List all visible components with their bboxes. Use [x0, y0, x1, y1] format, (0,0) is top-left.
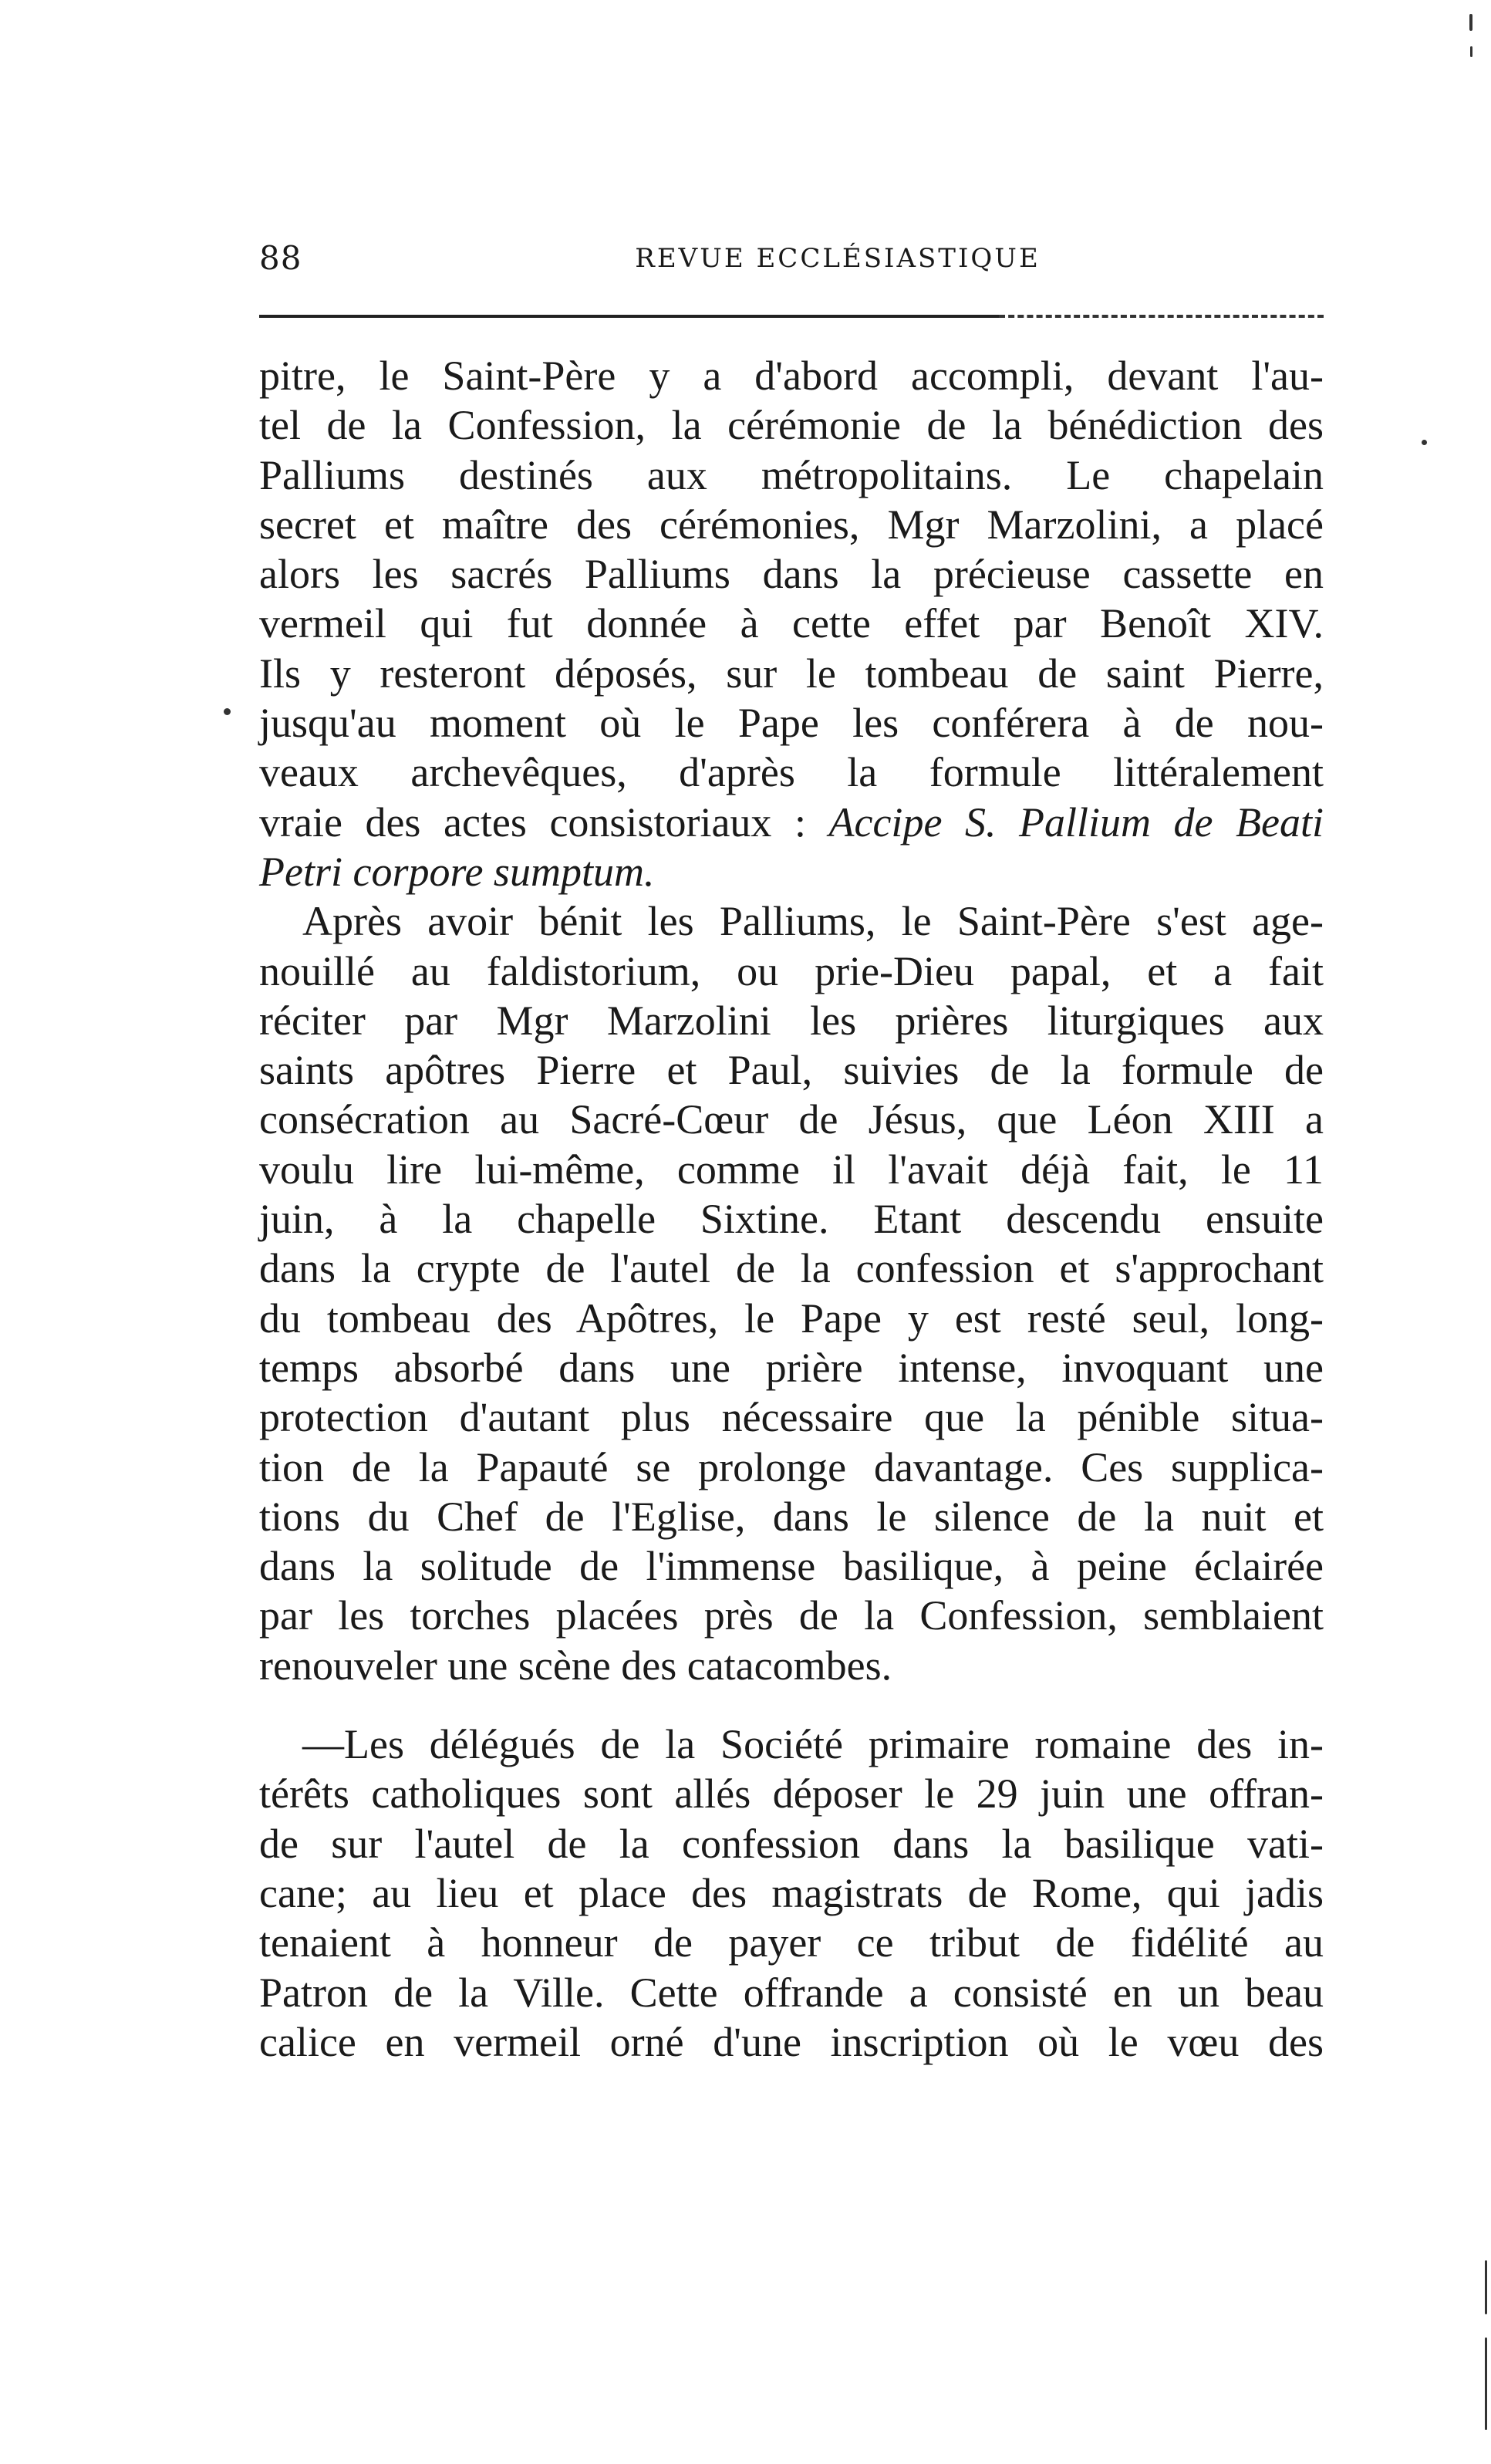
text-line: réciter par Mgr Marzolini les prières liturgiques aux — [259, 997, 1324, 1044]
text-line: de sur l'autel de la confession dans la basilique vati- — [259, 1820, 1324, 1867]
text-line: temps absorbé dans une prière intense, invoquant une — [259, 1344, 1324, 1391]
text-line: calice en vermeil orné d'une inscription où le vœu des — [259, 2018, 1324, 2065]
latin-quote-part-a: Accipe S. Pallium de Beati — [828, 798, 1324, 846]
text-line: cane; au lieu et place des magistrats de Rome, qui jadis — [259, 1869, 1324, 1916]
text-line: nouillé au faldistorium, ou prie-Dieu papal, et a fait — [259, 947, 1324, 994]
text-line: protection d'autant plus nécessaire que la pénible situa- — [259, 1394, 1324, 1441]
text-line: dans la solitude de l'immense basilique, à peine éclairée — [259, 1543, 1324, 1590]
scan-speck — [224, 708, 231, 715]
text-line: jusqu'au moment où le Pape les conférera à de nou- — [259, 700, 1324, 747]
latin-quote-part-b: Petri corpore sumptum. — [259, 848, 655, 895]
header-rule-dashed-end — [999, 315, 1324, 318]
text-line: consécration au Sacré-Cœur de Jésus, que Léon XIII a — [259, 1096, 1324, 1143]
text-line: vermeil qui fut donnée à cette effet par Benoît XIV. — [259, 600, 1324, 647]
text-line: tion de la Papauté se prolonge davantage. Ces supplica- — [259, 1443, 1324, 1490]
text-line: tel de la Confession, la cérémonie de la bénédiction des — [259, 402, 1324, 449]
text-line — [259, 847, 1324, 896]
text-line: Après avoir bénit les Palliums, le Saint-Père s'est age- — [302, 898, 1324, 945]
text-line: secret et maître des cérémonies, Mgr Marzolini, a placé — [259, 501, 1324, 548]
text-line-with-quote — [259, 798, 1324, 847]
text-line: pitre, le Saint-Père y a d'abord accompli, devant l'au- — [259, 353, 1324, 399]
text-line: saints apôtres Pierre et Paul, suivies de la formule de — [259, 1047, 1324, 1094]
text-line: —Les délégués de la Société primaire romaine des in- — [302, 1721, 1324, 1768]
page-number: 88 — [259, 239, 302, 277]
text-line: renouveler une scène des catacombes. — [259, 1642, 892, 1689]
text-line: par les torches placées près de la Confession, semblaient — [259, 1592, 1324, 1639]
text-line: tions du Chef de l'Eglise, dans le silence de la nuit et — [259, 1493, 1324, 1540]
text-line: veaux archevêques, d'après la formule littéralement — [259, 749, 1324, 796]
text-run: vraie des actes consistoriaux : — [259, 798, 829, 846]
text-line: tenaient à honneur de payer ce tribut de fidélité au — [259, 1919, 1324, 1966]
text-line: du tombeau des Apôtres, le Pape y est resté seul, long- — [259, 1294, 1324, 1342]
body-text — [259, 351, 1324, 2067]
text-line: juin, à la chapelle Sixtine. Etant descendu ensuite — [259, 1196, 1324, 1243]
text-line: Patron de la Ville. Cette offrande a consisté en un beau — [259, 1969, 1324, 2016]
paragraph-gap — [259, 1690, 1324, 1720]
running-head — [259, 235, 1324, 282]
text-line: Ils y resteront déposés, sur le tombeau de saint Pierre, — [259, 650, 1324, 697]
scan-speck — [1485, 2337, 1487, 2430]
running-title: REVUE ECCLÉSIASTIQUE — [635, 243, 1041, 274]
text-line: Palliums destinés aux métropolitains. Le chapelain — [259, 451, 1324, 498]
scan-speck — [1470, 46, 1472, 57]
scan-speck — [1485, 2260, 1487, 2314]
scan-speck — [1422, 440, 1427, 445]
text-line: dans la crypte de l'autel de la confession et s'approchant — [259, 1245, 1324, 1292]
text-line: alors les sacrés Palliums dans la précieuse cassette en — [259, 551, 1324, 598]
scan-speck — [1469, 14, 1472, 31]
text-line: voulu lire lui-même, comme il l'avait déjà fait, le 11 — [259, 1146, 1324, 1193]
text-line: térêts catholiques sont allés déposer le 29 juin une offran- — [259, 1770, 1324, 1818]
